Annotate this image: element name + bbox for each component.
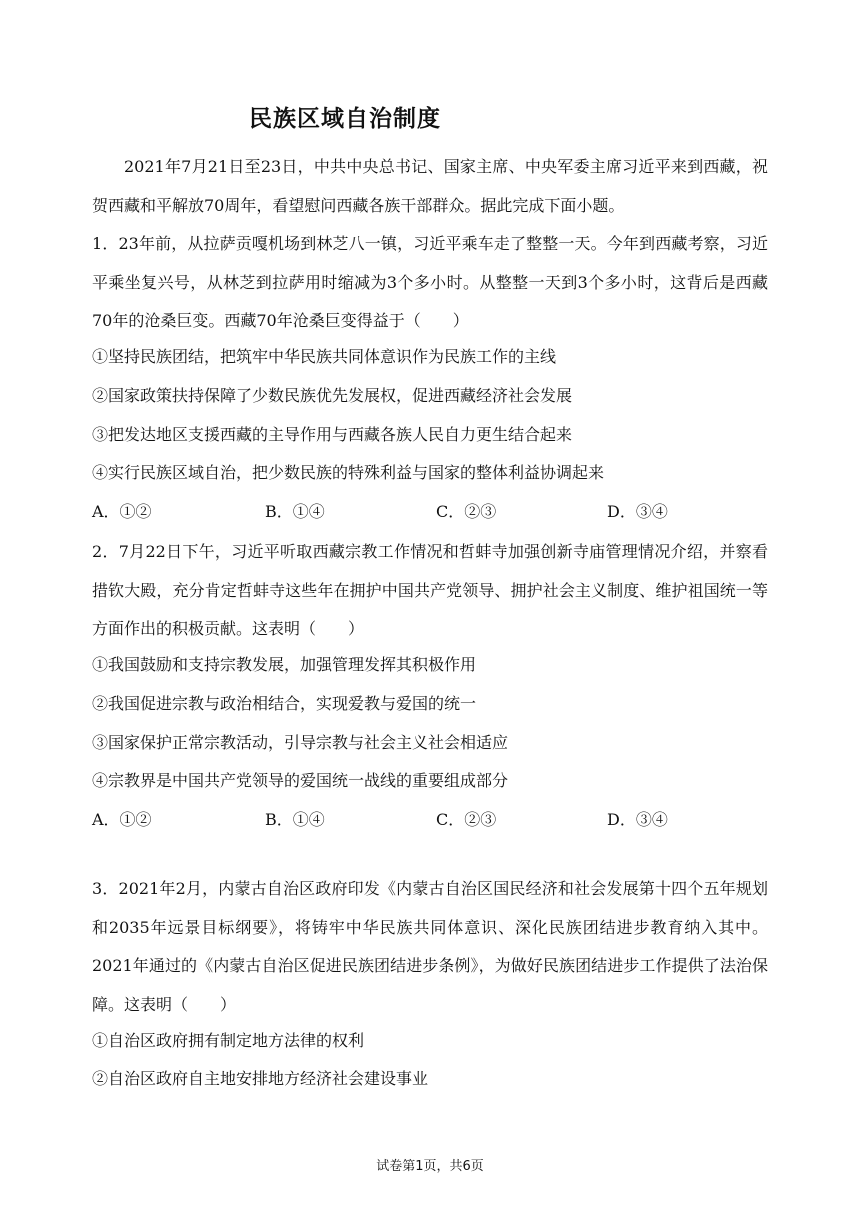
question-1-option-3: ③把发达地区支援西藏的主导作用与西藏各族人民自力更生结合起来 — [92, 425, 573, 444]
intro-paragraph: 2021年7月21日至23日，中共中央总书记、国家主席、中央军委主席习近平来到西藏，祝贺西藏和平解放70周年，看望慰问西藏各族干部群众。据此完成下面小题。 — [92, 157, 768, 215]
choice-b: B．①④ — [265, 502, 325, 521]
question-3-option-1: ①自治区政府拥有制定地方法律的权利 — [92, 1031, 365, 1050]
question-3-stem: 3．2021年2月，内蒙古自治区政府印发《内蒙古自治区国民经济和社会发展第十四个五年规划和2035年远景目标纲要》，将铸牢中华民族共同体意识、深化民族团结进步教育纳入其中。2021年通过的《内蒙古自治区促进民族团结进步条例》，为做好民族团结进步工作提供了法治保障。这表明（ ） — [92, 879, 768, 1014]
choice-a: A．①② — [92, 502, 152, 521]
question-3-option-2: ②自治区政府自主地安排地方经济社会建设事业 — [92, 1069, 429, 1088]
question-1-choices — [92, 500, 772, 524]
question-1-option-2: ②国家政策扶持保障了少数民族优先发展权，促进西藏经济社会发展 — [92, 386, 573, 405]
choice-a: A．①② — [92, 810, 152, 829]
question-1-option-1: ①坚持民族团结，把筑牢中华民族共同体意识作为民族工作的主线 — [92, 347, 557, 366]
question-1-option-4: ④实行民族区域自治，把少数民族的特殊利益与国家的整体利益协调起来 — [92, 463, 605, 482]
choice-c: C．②③ — [436, 810, 497, 829]
page-title: 民族区域自治制度 — [249, 106, 441, 132]
question-2-option-1: ①我国鼓励和支持宗教发展，加强管理发挥其积极作用 — [92, 655, 477, 674]
question-2-option-2: ②我国促进宗教与政治相结合，实现爱教与爱国的统一 — [92, 694, 477, 713]
question-2-stem: 2．7月22日下午，习近平听取西藏宗教工作情况和哲蚌寺加强创新寺庙管理情况介绍，并察看措钦大殿，充分肯定哲蚌寺这些年在拥护中国共产党领导、拥护社会主义制度、维护祖国统一等方面作出的积极贡献。这表明（ ） — [92, 542, 768, 638]
question-2-option-4: ④宗教界是中国共产党领导的爱国统一战线的重要组成部分 — [92, 771, 509, 790]
choice-d: D．③④ — [607, 502, 668, 521]
question-2-option-3: ③国家保护正常宗教活动，引导宗教与社会主义社会相适应 — [92, 733, 509, 752]
question-2-choices — [92, 808, 772, 832]
question-1-stem: 1．23年前，从拉萨贡嘎机场到林芝八一镇，习近平乘车走了整整一天。今年到西藏考察，习近平乘坐复兴号，从林芝到拉萨用时缩减为3个多小时。从整整一天到3个多小时，这背后是西藏70年的沧桑巨变。西藏70年沧桑巨变得益于（ ） — [92, 234, 768, 330]
choice-c: C．②③ — [436, 502, 497, 521]
choice-b: B．①④ — [265, 810, 325, 829]
choice-d: D．③④ — [607, 810, 668, 829]
page-footer: 试卷第1页，共6页 — [376, 1159, 484, 1174]
